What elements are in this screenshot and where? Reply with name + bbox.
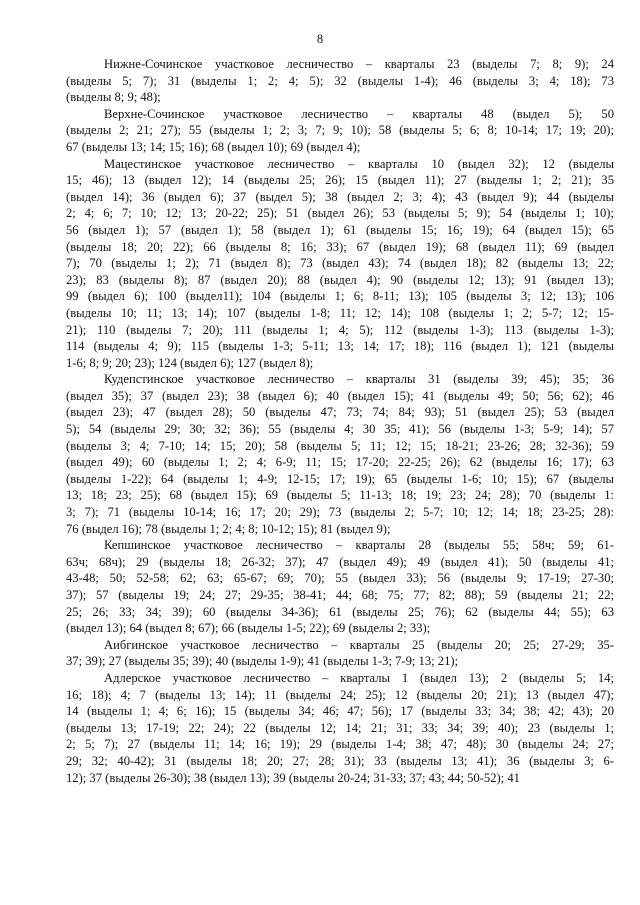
- text-line: 7); 70 (выделы 1; 2); 71 (выдел 8); 73 (выдел 43); 74 (выдел 18); 82 (выделы 13; 22;: [66, 256, 614, 271]
- text-line: (выделы 8; 9; 48);: [66, 90, 161, 105]
- paragraph: [66, 371, 614, 537]
- text-line: (выдел 23); 47 (выдел 28); 50 (выделы 47; 73; 74; 84; 93); 51 (выдел 25); 53 (выдел: [66, 405, 614, 420]
- text-line: 16; 18); 4; 7 (выделы 13; 14); 11 (выделы 24; 25); 12 (выделы 20; 21); 13 (выдел 47);: [66, 687, 614, 702]
- text-line: 114 (выделы 4; 9); 115 (выделы 1-3; 5-11; 13; 14; 17; 18); 116 (выдел 1); 121 (выделы: [66, 339, 614, 354]
- text-line: (выделы 1-22); 64 (выделы 1; 4-9; 12-15; 17; 19); 65 (выделы 1-6; 10; 15); 67 (выделы: [66, 471, 614, 486]
- page-number: 8: [316, 32, 324, 46]
- text-line: 23); 83 (выделы 8); 87 (выдел 20); 88 (выдел 4); 90 (выделы 12; 13); 91 (выдел 13);: [66, 272, 614, 287]
- paragraph: [66, 670, 614, 786]
- text-line: Мацестинское участковое лесничество – кварталы 10 (выдел 32); 12 (выделы: [104, 156, 614, 171]
- text-line: 29; 32; 40-42); 31 (выделы 18; 20; 27; 28; 31); 33 (выделы 13; 41); 36 (выделы 3; 6-: [66, 753, 614, 768]
- text-line: (выделы 13; 17-19; 22; 24); 22 (выделы 12; 14; 21; 31; 33; 34; 39; 40); 23 (выделы 1;: [66, 720, 614, 735]
- paragraph: [66, 56, 614, 106]
- text-line: 76 (выдел 16); 78 (выделы 1; 2; 4; 8; 10-12; 15); 81 (выдел 9);: [66, 521, 391, 536]
- paragraph: [66, 637, 614, 670]
- text-line: (выделы 5; 7); 31 (выделы 1; 2; 4; 5); 32 (выделы 1-4); 46 (выделы 3; 4; 18); 73: [66, 73, 614, 88]
- text-line: 63ч; 68ч); 29 (выделы 18; 26-32; 37); 47 (выдел 49); 49 (выдел 41); 50 (выделы 41;: [66, 554, 614, 569]
- text-line: (выделы 2; 21; 27); 55 (выделы 1; 2; 3; 7; 9; 10); 58 (выделы 5; 6; 8; 10-14; 17; 19; 20);: [66, 123, 614, 138]
- text-line: 56 (выдел 1); 57 (выдел 1); 58 (выдел 1); 61 (выделы 15; 16; 19); 64 (выдел 15); 65: [66, 222, 614, 237]
- text-line: (выдел 14); 36 (выдел 6); 37 (выдел 5); 38 (выдел 2; 3; 4); 43 (выдел 9); 44 (выделы: [66, 189, 614, 204]
- text-line: 37); 57 (выделы 19; 24; 27; 29-35; 38-41; 44; 68; 75; 77; 82; 88); 59 (выделы 21; 22;: [66, 588, 614, 602]
- text-line: (выдел 35); 37 (выдел 23); 38 (выдел 6); 40 (выдел 15); 41 (выделы 49; 50; 56; 62); 46: [66, 388, 614, 403]
- text-line: Кепшинское участковое лесничество – кварталы 28 (выделы 55; 58ч; 59; 61-: [104, 538, 614, 553]
- text-line: (выделы 3; 4; 7-10; 14; 15; 20); 58 (выделы 5; 11; 12; 15; 18-21; 23-26; 28; 32-36); 59: [66, 438, 614, 453]
- document-body: [66, 56, 614, 786]
- text-line: 37; 39); 27 (выделы 35; 39); 40 (выделы 1-9); 41 (выделы 1-3; 7-9; 13; 21);: [66, 654, 459, 669]
- text-line: Адлерское участковое лесничество – кварталы 1 (выдел 13); 2 (выделы 5; 14;: [104, 670, 614, 685]
- text-line: Аибгинское участковое лесничество – кварталы 25 (выделы 20; 25; 27-29; 35-: [104, 637, 614, 652]
- text-line: 2; 4; 6; 7; 10; 12; 13; 20-22; 25); 51 (выдел 26); 53 (выделы 5; 9); 54 (выделы 1; 10);: [66, 206, 614, 221]
- text-line: 25; 26; 33; 34; 39); 60 (выделы 34-36); 61 (выделы 25; 76); 62 (выделы 44; 55); 63: [66, 604, 614, 619]
- text-line: (выдел 49); 60 (выделы 1; 2; 4; 6-9; 11; 15; 17-20; 22-25; 26); 62 (выделы 16; 17); 63: [66, 455, 614, 470]
- text-line: Верхне-Сочинское участковое лесничество – кварталы 48 (выдел 5); 50: [104, 106, 614, 121]
- text-line: 12); 37 (выделы 26-30); 38 (выдел 13); 39 (выделы 20-24; 31-33; 37; 43; 44; 50-52); 41: [66, 770, 520, 785]
- text-line: 21); 110 (выделы 7; 20); 111 (выделы 1; 4; 5); 112 (выделы 1-3); 113 (выделы 1-3);: [66, 322, 614, 337]
- paragraph: [66, 156, 614, 372]
- text-line: 15; 46); 13 (выдел 12); 14 (выделы 25; 26); 15 (выдел 11); 27 (выделы 1; 2; 21); 35: [66, 173, 614, 188]
- text-line: 1-6; 8; 9; 20; 23); 124 (выдел 6); 127 (выдел 8);: [66, 355, 314, 370]
- paragraph: [66, 537, 614, 637]
- text-line: (выделы 18; 20; 22); 66 (выделы 8; 16; 33); 67 (выдел 19); 68 (выдел 11); 69 (выдел: [66, 239, 614, 254]
- text-line: 13; 18; 23; 25); 68 (выдел 15); 69 (выделы 5; 11-13; 18; 19; 23; 24; 28); 70 (выделы 1:: [66, 488, 614, 503]
- text-line: 5); 54 (выделы 29; 30; 32; 36); 55 (выделы 4; 30 35; 41); 56 (выделы 1-3; 5-9; 14); 57: [66, 422, 614, 437]
- text-line: 2; 5; 7); 27 (выделы 11; 14; 16; 19); 29 (выделы 1-4; 38; 47; 48); 30 (выделы 24; 27;: [66, 737, 614, 752]
- paragraph: [66, 106, 614, 156]
- text-line: (выделы 10; 11; 13; 14); 107 (выделы 1-8; 11; 12; 14); 108 (выделы 1; 2; 5-7; 12; 15-: [66, 305, 614, 320]
- text-line: 99 (выдел 6); 100 (выдел11); 104 (выделы 1; 6; 8-11; 13); 105 (выделы 3; 12; 13); 106: [66, 289, 614, 304]
- text-line: (выдел 13); 64 (выдел 8; 67); 66 (выделы 1-5; 22); 69 (выделы 2; 33);: [66, 621, 431, 636]
- text-line: 3; 7); 71 (выделы 10-14; 16; 17; 20; 29); 73 (выделы 2; 5-7; 10; 12; 14; 18; 23-25; 28):: [66, 505, 614, 520]
- text-line: Нижне-Сочинское участковое лесничество – кварталы 23 (выделы 7; 8; 9); 24: [104, 57, 614, 71]
- text-line: 43-48; 50; 52-58; 62; 63; 65-67; 69; 70); 55 (выдел 33); 56 (выделы 9; 17-19; 27-30;: [66, 571, 614, 586]
- text-line: Кудепстинское участковое лесничество – кварталы 31 (выделы 39; 45); 35; 36: [104, 372, 614, 387]
- text-line: 67 (выделы 13; 14; 15; 16); 68 (выдел 10); 69 (выдел 4);: [66, 139, 361, 154]
- text-line: 14 (выделы 1; 4; 6; 16); 15 (выделы 34; 46; 47; 56); 17 (выделы 33; 34; 38; 42; 43); 20: [66, 704, 614, 719]
